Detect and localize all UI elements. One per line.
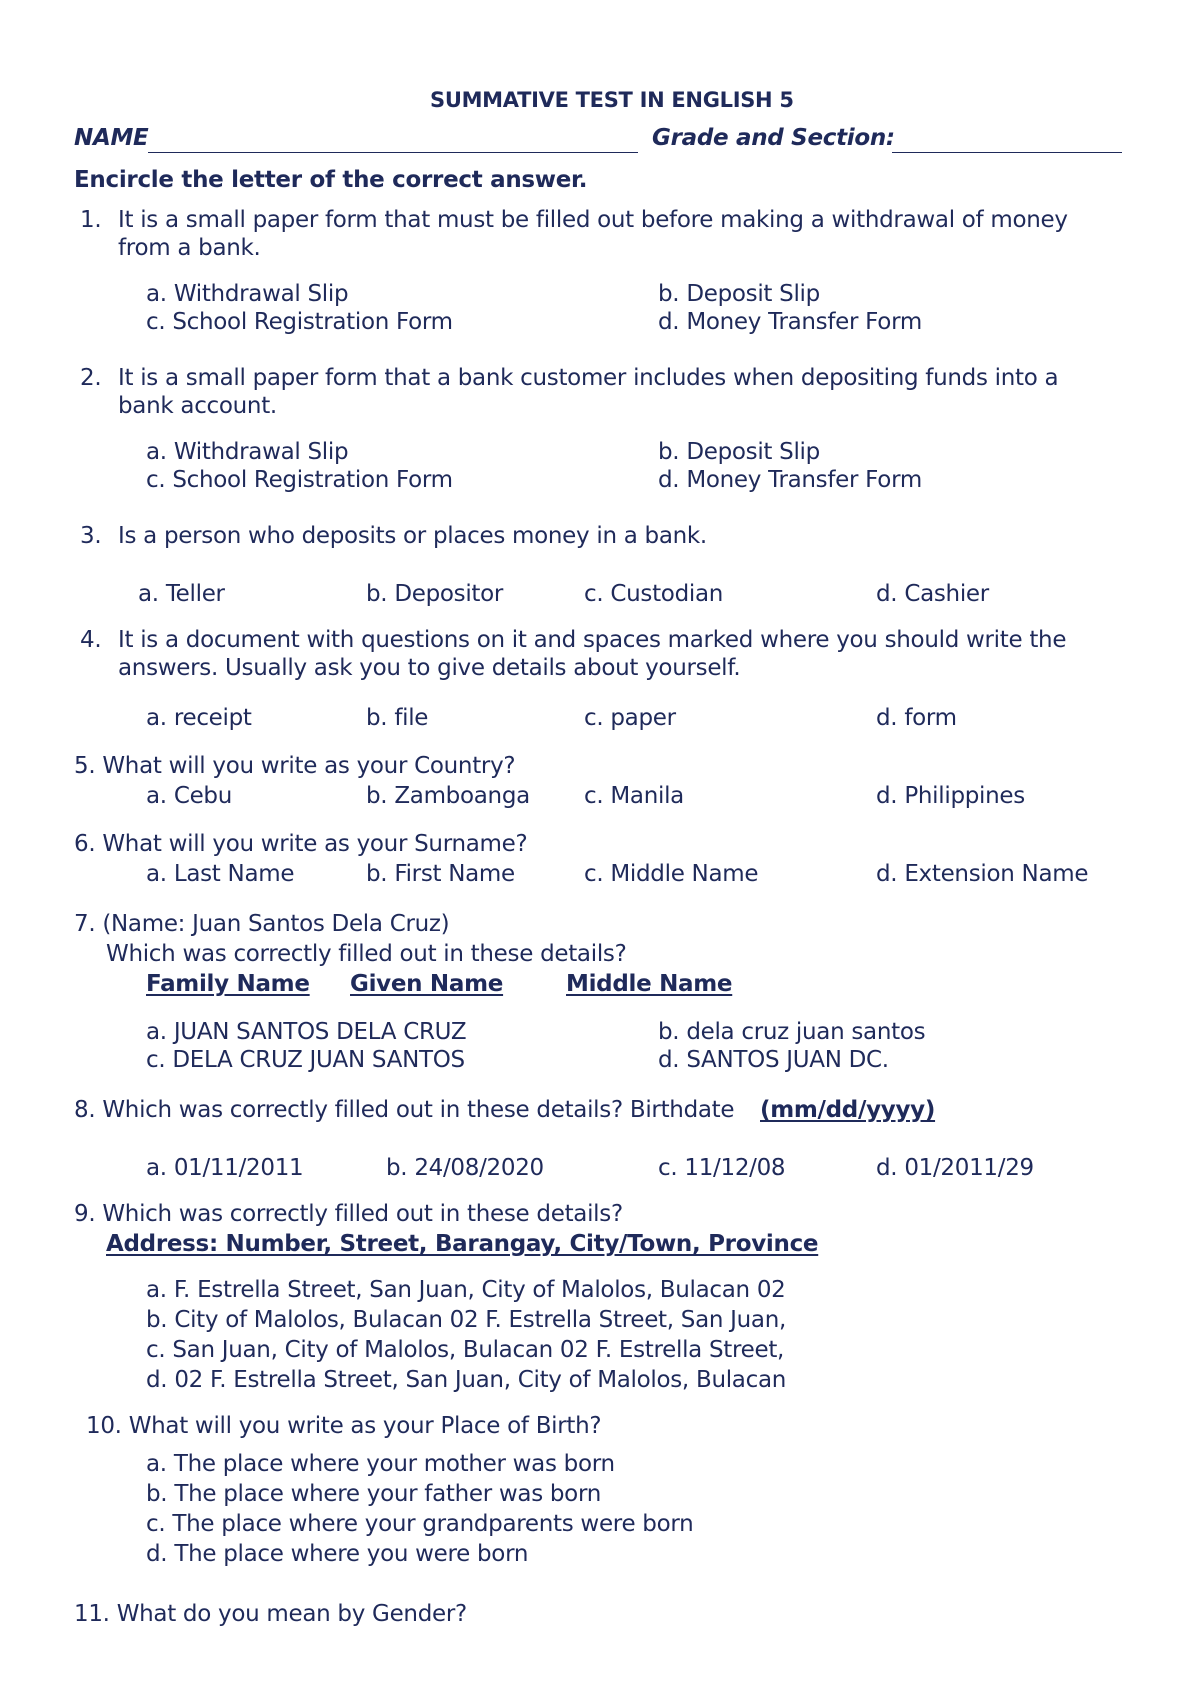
q7-header-middle-name: Middle Name <box>566 971 733 997</box>
q4-number: 4. <box>80 627 102 653</box>
instruction-text: Encircle the letter of the correct answer. <box>74 167 588 193</box>
q7-text: 7. (Name: Juan Santos Dela Cruz) <box>74 911 450 937</box>
q10-text: 10. What will you write as your Place of Birth? <box>86 1413 602 1439</box>
q5-option-a[interactable]: a. Cebu <box>146 783 233 809</box>
q7-header-family-name: Family Name <box>146 971 310 997</box>
q1-option-a[interactable]: a. Withdrawal Slip <box>146 281 349 307</box>
q4-option-b[interactable]: b. file <box>366 705 429 731</box>
q10-option-b[interactable]: b. The place where your father was born <box>146 1481 601 1507</box>
q1-option-b[interactable]: b. Deposit Slip <box>658 281 820 307</box>
q7-option-d[interactable]: d. SANTOS JUAN DC. <box>658 1047 889 1073</box>
name-blank-line[interactable] <box>148 152 638 153</box>
page-title: SUMMATIVE TEST IN ENGLISH 5 <box>430 88 794 112</box>
q4-option-a[interactable]: a. receipt <box>146 705 252 731</box>
q1-option-c[interactable]: c. School Registration Form <box>146 309 453 335</box>
q3-text: Is a person who deposits or places money in a bank. <box>118 523 707 549</box>
q1-text-line2: from a bank. <box>118 235 261 261</box>
q6-text: 6. What will you write as your Surname? <box>74 831 528 857</box>
q6-option-b[interactable]: b. First Name <box>366 861 515 887</box>
q4-text-line2: answers. Usually ask you to give details about yourself. <box>118 655 741 681</box>
q8-option-c[interactable]: c. 11/12/08 <box>658 1155 786 1181</box>
q6-option-a[interactable]: a. Last Name <box>146 861 295 887</box>
q4-text-line1: It is a document with questions on it and spaces marked where you should write the <box>118 627 1067 653</box>
q1-option-d[interactable]: d. Money Transfer Form <box>658 309 922 335</box>
q2-option-a[interactable]: a. Withdrawal Slip <box>146 439 349 465</box>
q5-text: 5. What will you write as your Country? <box>74 753 516 779</box>
q2-option-b[interactable]: b. Deposit Slip <box>658 439 820 465</box>
q2-option-c[interactable]: c. School Registration Form <box>146 467 453 493</box>
q5-option-d[interactable]: d. Philippines <box>876 783 1025 809</box>
q7-option-a[interactable]: a. JUAN SANTOS DELA CRUZ <box>146 1019 467 1045</box>
q11-text: 11. What do you mean by Gender? <box>74 1601 467 1627</box>
q8-text: 8. Which was correctly filled out in these details? Birthdate <box>74 1097 735 1123</box>
q7-option-c[interactable]: c. DELA CRUZ JUAN SANTOS <box>146 1047 465 1073</box>
q3-option-d[interactable]: d. Cashier <box>876 581 989 607</box>
q1-text-line1: It is a small paper form that must be filled out before making a withdrawal of money <box>118 207 1068 233</box>
q4-option-c[interactable]: c. paper <box>584 705 676 731</box>
grade-section-blank-line[interactable] <box>892 152 1122 153</box>
q9-option-c[interactable]: c. San Juan, City of Malolos, Bulacan 02 F. Estrella Street, <box>146 1337 785 1363</box>
q8-date-format: (mm/dd/yyyy) <box>760 1097 936 1123</box>
q7-text-line2: Which was correctly filled out in these details? <box>106 941 627 967</box>
q5-option-c[interactable]: c. Manila <box>584 783 684 809</box>
q10-option-a[interactable]: a. The place where your mother was born <box>146 1451 615 1477</box>
q9-option-d[interactable]: d. 02 F. Estrella Street, San Juan, City of Malolos, Bulacan <box>146 1367 787 1393</box>
q6-option-d[interactable]: d. Extension Name <box>876 861 1089 887</box>
grade-section-label: Grade and Section: <box>652 125 895 151</box>
q7-header-given-name: Given Name <box>350 971 504 997</box>
q9-option-b[interactable]: b. City of Malolos, Bulacan 02 F. Estrella Street, San Juan, <box>146 1307 787 1333</box>
q9-address-format: Address: Number, Street, Barangay, City/Town, Province <box>106 1231 819 1257</box>
q2-text-line1: It is a small paper form that a bank customer includes when depositing funds into a <box>118 365 1059 391</box>
q6-option-c[interactable]: c. Middle Name <box>584 861 759 887</box>
q10-option-c[interactable]: c. The place where your grandparents were born <box>146 1511 694 1537</box>
q4-option-d[interactable]: d. form <box>876 705 957 731</box>
q3-option-c[interactable]: c. Custodian <box>584 581 724 607</box>
q8-option-a[interactable]: a. 01/11/2011 <box>146 1155 304 1181</box>
q9-option-a[interactable]: a. F. Estrella Street, San Juan, City of Malolos, Bulacan 02 <box>146 1277 786 1303</box>
q3-option-a[interactable]: a. Teller <box>138 581 225 607</box>
q8-option-b[interactable]: b. 24/08/2020 <box>386 1155 544 1181</box>
q5-option-b[interactable]: b. Zamboanga <box>366 783 530 809</box>
q3-option-b[interactable]: b. Depositor <box>366 581 504 607</box>
name-label: NAME <box>74 125 149 151</box>
q3-number: 3. <box>80 523 102 549</box>
q2-text-line2: bank account. <box>118 393 277 419</box>
q2-number: 2. <box>80 365 102 391</box>
q7-option-b[interactable]: b. dela cruz juan santos <box>658 1019 926 1045</box>
q2-option-d[interactable]: d. Money Transfer Form <box>658 467 922 493</box>
q9-text: 9. Which was correctly filled out in these details? <box>74 1201 623 1227</box>
q8-option-d[interactable]: d. 01/2011/29 <box>876 1155 1034 1181</box>
q10-option-d[interactable]: d. The place where you were born <box>146 1541 529 1567</box>
q1-number: 1. <box>80 207 102 233</box>
